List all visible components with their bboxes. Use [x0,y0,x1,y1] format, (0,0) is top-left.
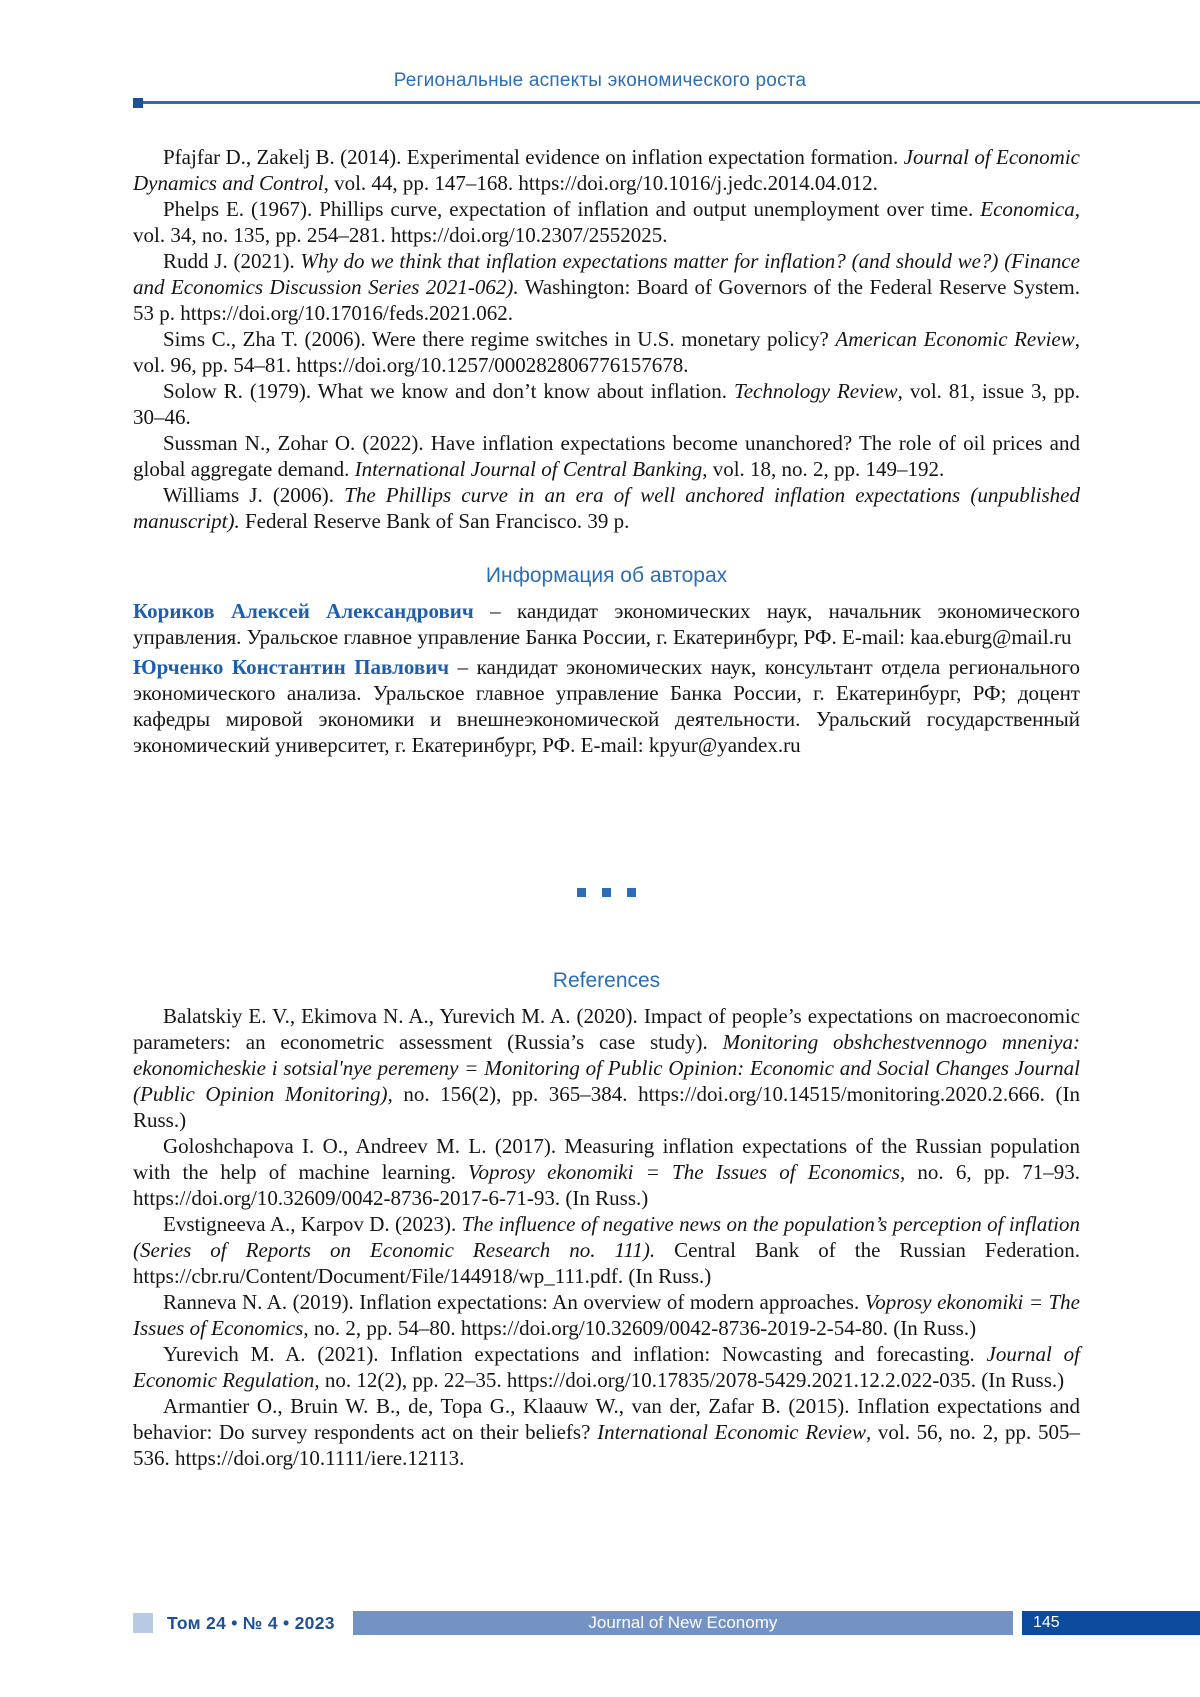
separator-square-icon [627,888,636,897]
separator-square-icon [577,888,586,897]
page-footer [133,1611,1200,1635]
reference-item: Sims C., Zha T. (2006). Were there regime switches in U.S. monetary policy? American Economic Review, vol. 96, pp. 54–81. https://doi.org/10.1257/000282806776157678. [133,327,1080,377]
authors-section-heading: Информация об авторах [485,564,728,587]
reference-item: Phelps E. (1967). Phillips curve, expectation of inflation and output unemployment over time. Economica, vol. 34, no. 135, pp. 254–281. https://doi.org/10.2307/2552025. [133,197,1080,247]
section-separator-icon [133,888,1080,897]
reference-item: Williams J. (2006). The Phillips curve in an era of well anchored inflation expectations (unpublished manuscript). Federal Reserve Bank of San Francisco. 39 p. [133,483,1081,533]
author-details: – кандидат экономических наук, начальник экономического управления. Уральское главное управление Банка России, г. Екатеринбург, РФ. E-mail: kaa.eburg@mail.ru [133,599,1081,649]
author-name: Кориков Алексей Александрович [133,599,474,623]
reference-item: Rudd J. (2021). Why do we think that inflation expectations matter for inflation? (and should we?) (Finance and Economics Discussion Series 2021-062). Washington: Board of Governors of the Federal Reserve System. 53 p. https://doi.org/10.17016/feds.2021.062. [133,249,1081,325]
reference-item: Goloshchapova I. O., Andreev M. L. (2017). Measuring inflation expectations of the Russian population with the help of machine learning. Voprosy ekonomiki = The Issues of Economics, no. 6, pp. 71–93. https://doi.org/10.32609/0042-8736-2017-6-71-93. (In Russ.) [133,1134,1080,1210]
references-ru-section [133,144,1080,534]
reference-item: Sussman N., Zohar O. (2022). Have inflation expectations become unanchored? The role of oil prices and global aggregate demand. International Journal of Central Banking, vol. 18, no. 2, pp. 149–192. [133,431,1080,481]
reference-item: Solow R. (1979). What we know and don’t know about inflation. Technology Review, vol. 81, issue 3, pp. 30–46. [133,379,1080,429]
author-item [133,598,1080,650]
running-title: Региональные аспекты экономического роста [393,70,807,91]
header-rule-square-icon [133,98,143,108]
footer-accent-square-icon [133,1613,153,1633]
journal-name: Journal of New Economy [588,1613,778,1632]
journal-name-bar [353,1611,1013,1635]
page-number: 145 [1033,1614,1060,1631]
reference-item: Ranneva N. A. (2019). Inflation expectations: An overview of modern approaches. Voprosy ekonomiki = The Issues of Economics, no. 2, pp. 54–80. https://doi.org/10.32609/0042-8736-2019-2-54-80. (In Russ.) [133,1290,1081,1340]
author-item [133,654,1080,758]
page-header [0,70,1200,104]
reference-item: Armantier O., Bruin W. B., de, Topa G., Klaauw W., van der, Zafar B. (2015). Inflation expectations and behavior: Do survey respondents act on their beliefs? International Economic Review, vol. 56, no. 2, pp. 505–536. https://doi.org/10.1111/iere.12113. [133,1394,1080,1470]
page-number-bar [1022,1611,1200,1635]
references-section-heading: References [552,969,661,992]
volume-issue-label: Том 24 • № 4 • 2023 [167,1612,335,1633]
reference-item: Pfajfar D., Zakelj B. (2014). Experimental evidence on inflation expectation formation. Journal of Economic Dynamics and Control, vol. 44, pp. 147–168. https://doi.org/10.1016/j.jedc.2014.04.012. [133,145,1080,195]
header-rule [133,101,1200,104]
references-en-section [133,1003,1080,1471]
page-content [133,144,1080,1471]
separator-square-icon [602,888,611,897]
authors-section [133,598,1080,758]
author-name: Юрченко Константин Павлович [133,655,450,679]
author-details: – кандидат экономических наук, консультант отдела регионального экономического анализа. Уральское главное управление Банка России, г. Екатеринбург, РФ; доцент кафедры мировой экономики и внешнеэкономической деятельности. Уральский государственный экономический университет, г. Екатеринбург, РФ. E-mail: kpyur@yandex.ru [133,655,1080,757]
reference-item: Yurevich M. A. (2021). Inflation expectations and inflation: Nowcasting and forecasting. Journal of Economic Regulation, no. 12(2), pp. 22–35. https://doi.org/10.17835/2078-5429.2021.12.2.022-035. (In Russ.) [133,1342,1080,1392]
reference-item: Evstigneeva A., Karpov D. (2023). The influence of negative news on the population’s perception of inflation (Series of Reports on Economic Research no. 111). Central Bank of the Russian Federation. https://cbr.ru/Content/Document/File/144918/wp_111.pdf. (In Russ.) [133,1212,1080,1288]
reference-item: Balatskiy E. V., Ekimova N. A., Yurevich M. A. (2020). Impact of people’s expectations on macroeconomic parameters: an econometric assessment (Russia’s case study). Monitoring obshchestvennogo mneniya: ekonomicheskie i sotsial'nye peremeny = Monitoring of Public Opinion: Economic and Social Changes Journal (Public Opinion Monitoring), no. 156(2), pp. 365–384. https://doi.org/10.14515/monitoring.2020.2.666. (In Russ.) [133,1004,1081,1132]
